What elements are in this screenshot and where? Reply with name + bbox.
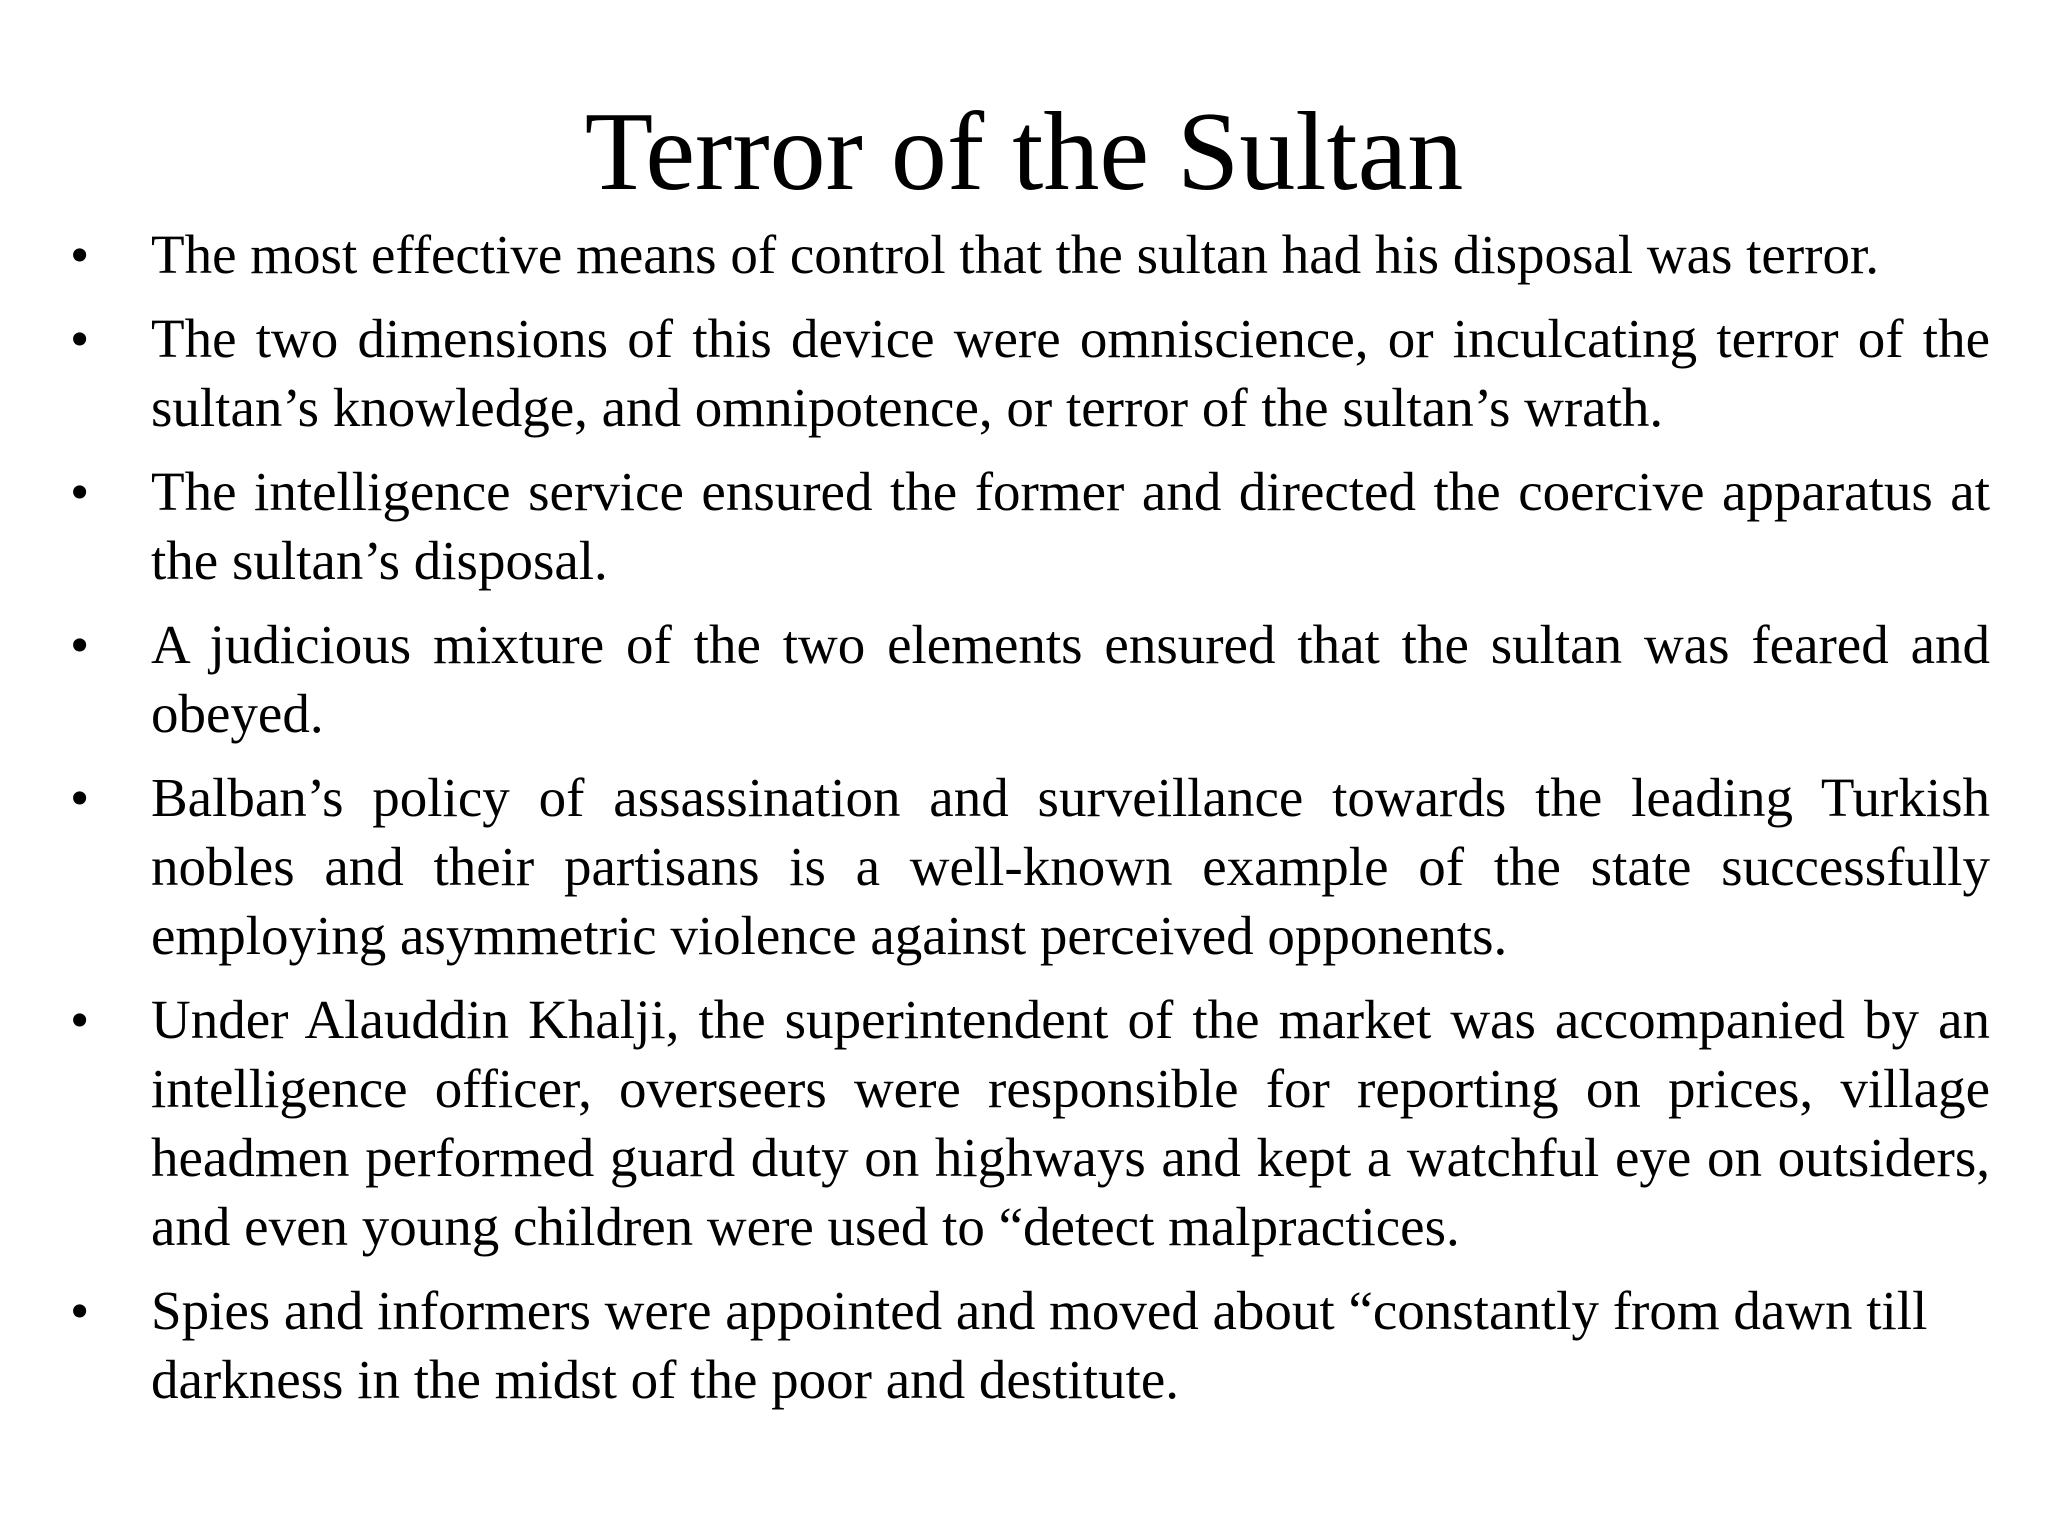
bullet-icon: • (70, 224, 90, 285)
list-item (70, 985, 1990, 1261)
bullet-icon: • (70, 767, 90, 828)
bullet-text: Under Alauddin Khalji, the superintendent of the market was accompanied by an intelligence officer, overseers were responsible for reporting on prices, village headmen performed guard duty on highways and kept a watchful eye on outsiders, and even young children were used to “detect malpractices. (151, 989, 1990, 1257)
list-item (70, 1276, 1990, 1414)
list-item (70, 610, 1990, 748)
bullet-text: Balban’s policy of assassination and surveillance towards the leading Turkish nobles and their partisans is a well-known example of the state successfully employing asymmetric violence against perceived opponents. (151, 767, 1990, 966)
slide-title: Terror of the Sultan (584, 90, 1464, 214)
list-item (70, 304, 1990, 442)
bullet-text: A judicious mixture of the two elements ensured that the sultan was feared and obeyed. (151, 614, 1990, 744)
bullet-icon: • (70, 614, 90, 675)
bullet-text: The two dimensions of this device were omniscience, or inculcating terror of the sultan’s knowledge, and omnipotence, or terror of the sultan’s wrath. (151, 308, 1990, 438)
bullet-icon: • (70, 308, 90, 369)
bullet-icon: • (70, 1280, 90, 1341)
list-item (70, 220, 1990, 289)
bullet-text: The intelligence service ensured the former and directed the coercive apparatus at the sultan’s disposal. (151, 461, 1990, 591)
bullet-list (70, 220, 1990, 1429)
bullet-text: The most effective means of control that the sultan had his disposal was terror. (151, 224, 1879, 285)
list-item (70, 763, 1990, 970)
bullet-icon: • (70, 989, 90, 1050)
list-item (70, 457, 1990, 595)
bullet-text: Spies and informers were appointed and moved about “constantly from dawn till darkness in the midst of the poor and destitute. (151, 1280, 1928, 1410)
bullet-icon: • (70, 461, 90, 522)
